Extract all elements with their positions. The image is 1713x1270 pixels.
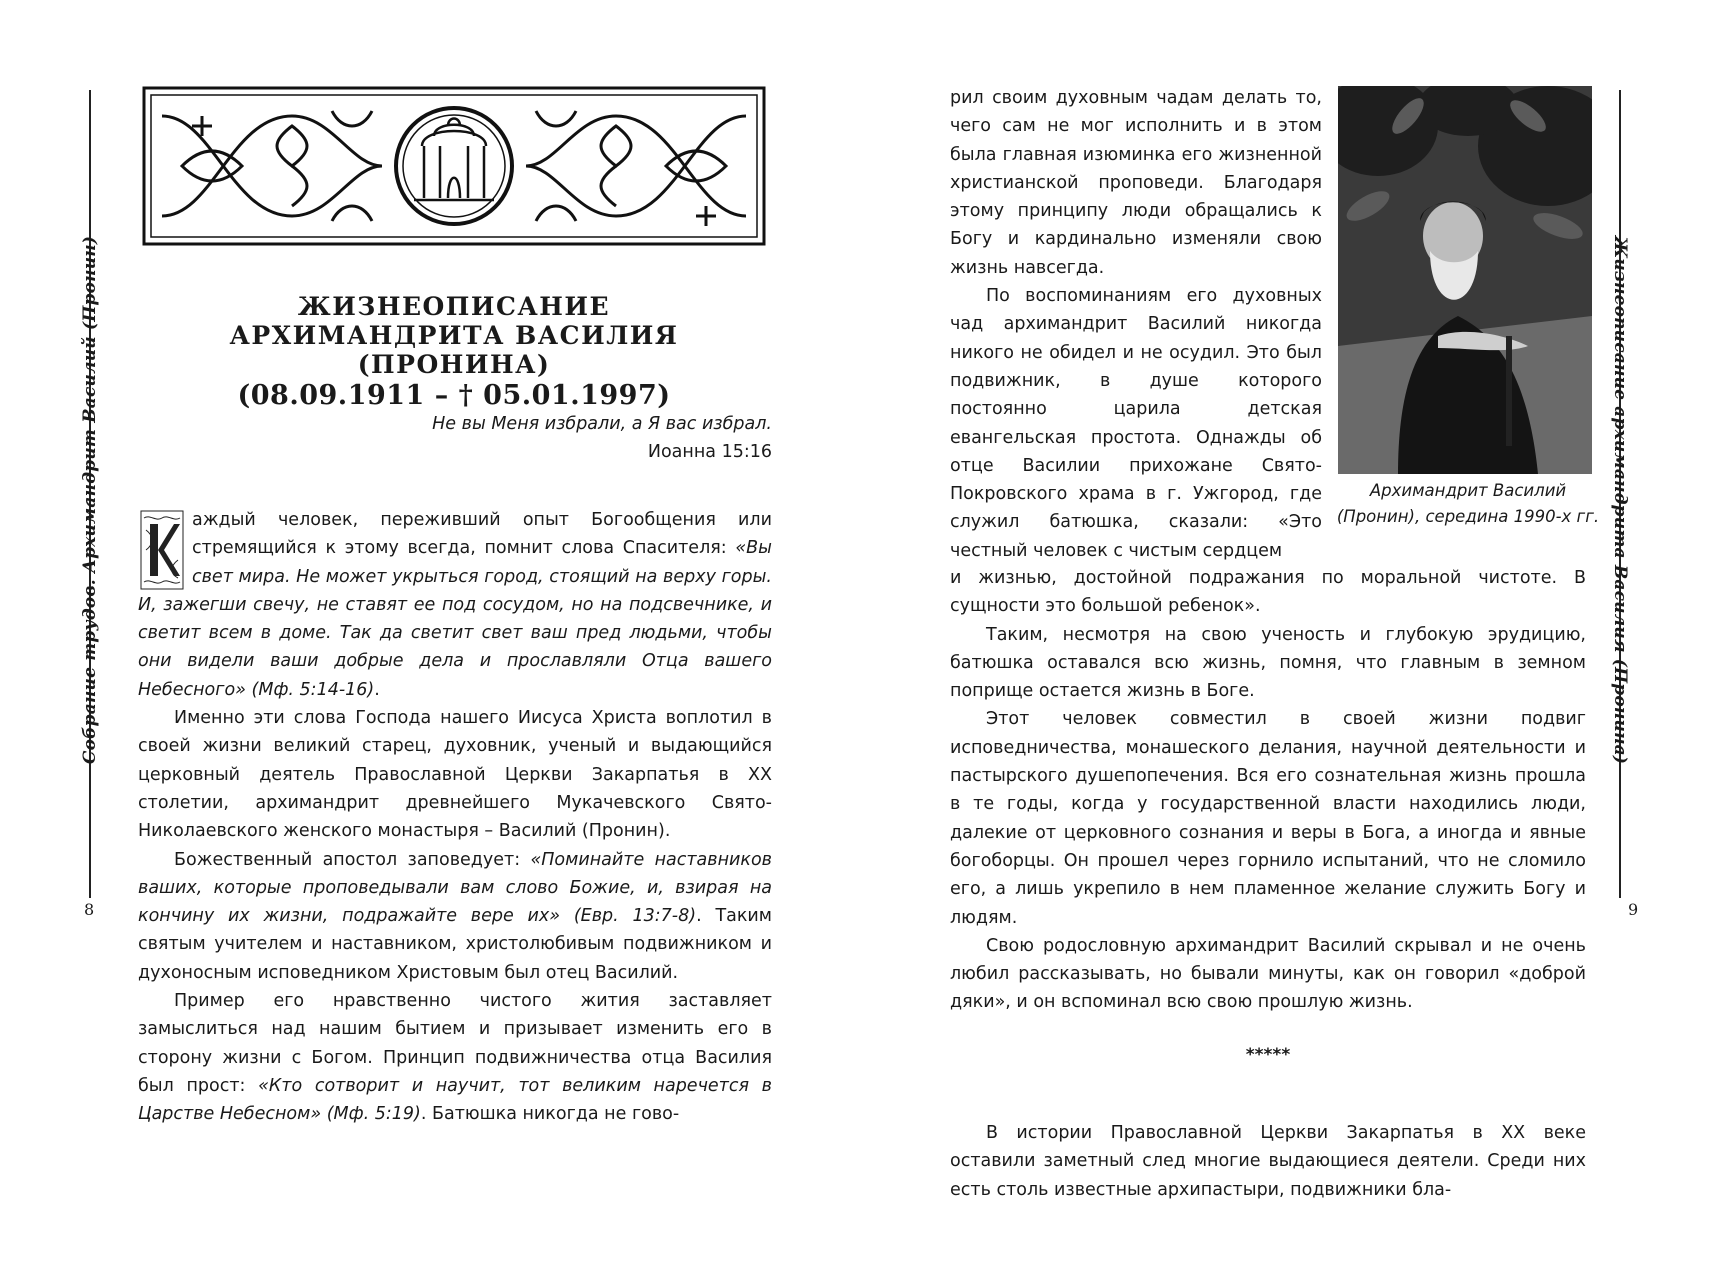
epigraph-source: Иоанна 15:16 [647,442,772,462]
paragraph: и жизнью, достойной подражания по моральной чистоте. В сущности это большой ребенок». [950,568,1586,617]
p4-start: Пример его нравственно чистого жития заставляет замыслиться над нашим бытием и призывает изменить его в сторону жизни с Богом. Принцип подвижничества отца Василия был прост: [138,991,772,1096]
page-number-left: 8 [84,900,95,919]
title-line-2: АРХИМАНДРИТА ВАСИЛИЯ (ПРОНИНА) [229,321,679,379]
p4-quote: «Кто сотворит и научит, тот великим наречется в Царстве Небесном» (Мф. 5:19) [138,1075,772,1125]
p3-start: Божественный апостол заповедует: [174,849,531,870]
paragraph [138,846,772,987]
title-line-1: ЖИЗНЕОПИСАНИЕ [297,292,611,321]
p4-end: . Батюшка никогда не гово- [420,1104,680,1125]
p1-start: аждый человек, переживший опыт Богообщения или стремящийся к этому всегда, помнит слова Спасителя: [192,510,772,559]
right-running-title: Жизнеописание архимандрита Василия (Пронина) [1610,235,1630,765]
paragraph: По воспоминаниям его духовных чад архимандрит Василий никогда никого не обидел и не осудил. Это был подвижник, в душе которого постоянно царила детская евангельская простота. Однажды об отце Василии прихожане Свято-Покровского храма в г. Ужгород, где служил батюшка, сказали: «Это честный человек с чистым сердцем [950,286,1322,561]
page-number-right: 9 [1628,900,1639,919]
paragraph [138,987,772,1128]
paragraph: Свою родословную архимандрит Василий скрывал и не очень любил рассказывать, но бывали минуты, как он говорил «доброй дяки», и он вспоминал всю свою прошлую жизнь. [950,935,1586,1013]
right-text-beside-photo [950,84,1322,565]
portrait-photo [1338,86,1592,474]
section-separator: ***** [1245,1044,1291,1065]
paragraph: Таким, несмотря на свою ученость и глубокую эрудицию, батюшка оставался всю жизнь, помня, что главным в земном поприще остается жизнь в Боге. [950,624,1586,702]
paragraph: Этот человек совместил в своей жизни подвиг исповедничества, монашеского делания, научной деятельности и пастырского душепопечения. Вся его сознательная жизнь прошла в те годы, когда у государственной власти находились люди, далекие от церковного сознания и веры в Бога, а иногда и явные богоборцы. Он прошел через горнило испытаний, что не сломило его, а лишь укрепило в нем пламенное желание служить Богу и людям. [950,709,1586,928]
left-running-header [70,90,110,910]
photo-caption: Архимандрит Василий (Пронин), середина 1990-х гг. [1336,481,1600,526]
p3-end: . Таким святым учителем и наставником, христолюбивым подвижником и духоносным исповедником Христовым был отец Василий. [138,906,772,983]
right-body-text [950,564,1586,1204]
epigraph [142,410,772,466]
p3-quote: «Поминайте наставников ваших, которые проповедывали вам слово Божие, и, взирая на кончину их жизни, подражайте вере их» (Евр. 13:7-8) [138,849,772,927]
ornamental-headpiece [142,86,766,246]
p1-end: . [374,679,380,700]
paragraph: рил своим духовным чадам делать то, чего сам не мог исполнить и в этом была главная изюминка его жизненной христианской проповеди. Благодаря этому принципу люди обращались к Богу и кардинально изменяли свою жизнь навсегда. [950,88,1322,278]
title-dates: (08.09.1911 – † 05.01.1997) [237,380,671,411]
epigraph-quote: Не вы Меня избрали, а Я вас избрал. [432,414,772,434]
chapter-title [142,292,766,413]
left-body-text [138,506,772,1129]
left-running-title: Собрание трудов. Архимандрит Василий (Пронин) [80,235,100,765]
left-page [0,0,856,1270]
drop-cap-k [140,510,184,590]
paragraph: В истории Православной Церкви Закарпатья в XX веке оставили заметный след многие выдающиеся деятели. Среди них есть столь известные архипастыри, подвижники бла- [950,1123,1586,1200]
paragraph: Именно эти слова Господа нашего Иисуса Христа воплотил в своей жизни великий старец, духовник, ученый и выдающийся церковный деятель Православной Церкви Закарпатья в XX столетии, архимандрит древнейшего Мукачевского Свято-Николаевского женского монастыря – Василий (Пронин). [138,708,772,842]
paragraph [138,506,772,704]
p1-quote: «Вы свет мира. Не может укрыться город, стоящий на верху горы. И, зажегши свечу, не ставят ее под сосудом, но на подсвечнике, и светит всем в доме. Так да светит свет ваш пред людьми, чтобы они видели ваши добрые дела и прославляли Отца вашего Небесного» (Мф. 5:14-16) [138,538,772,700]
